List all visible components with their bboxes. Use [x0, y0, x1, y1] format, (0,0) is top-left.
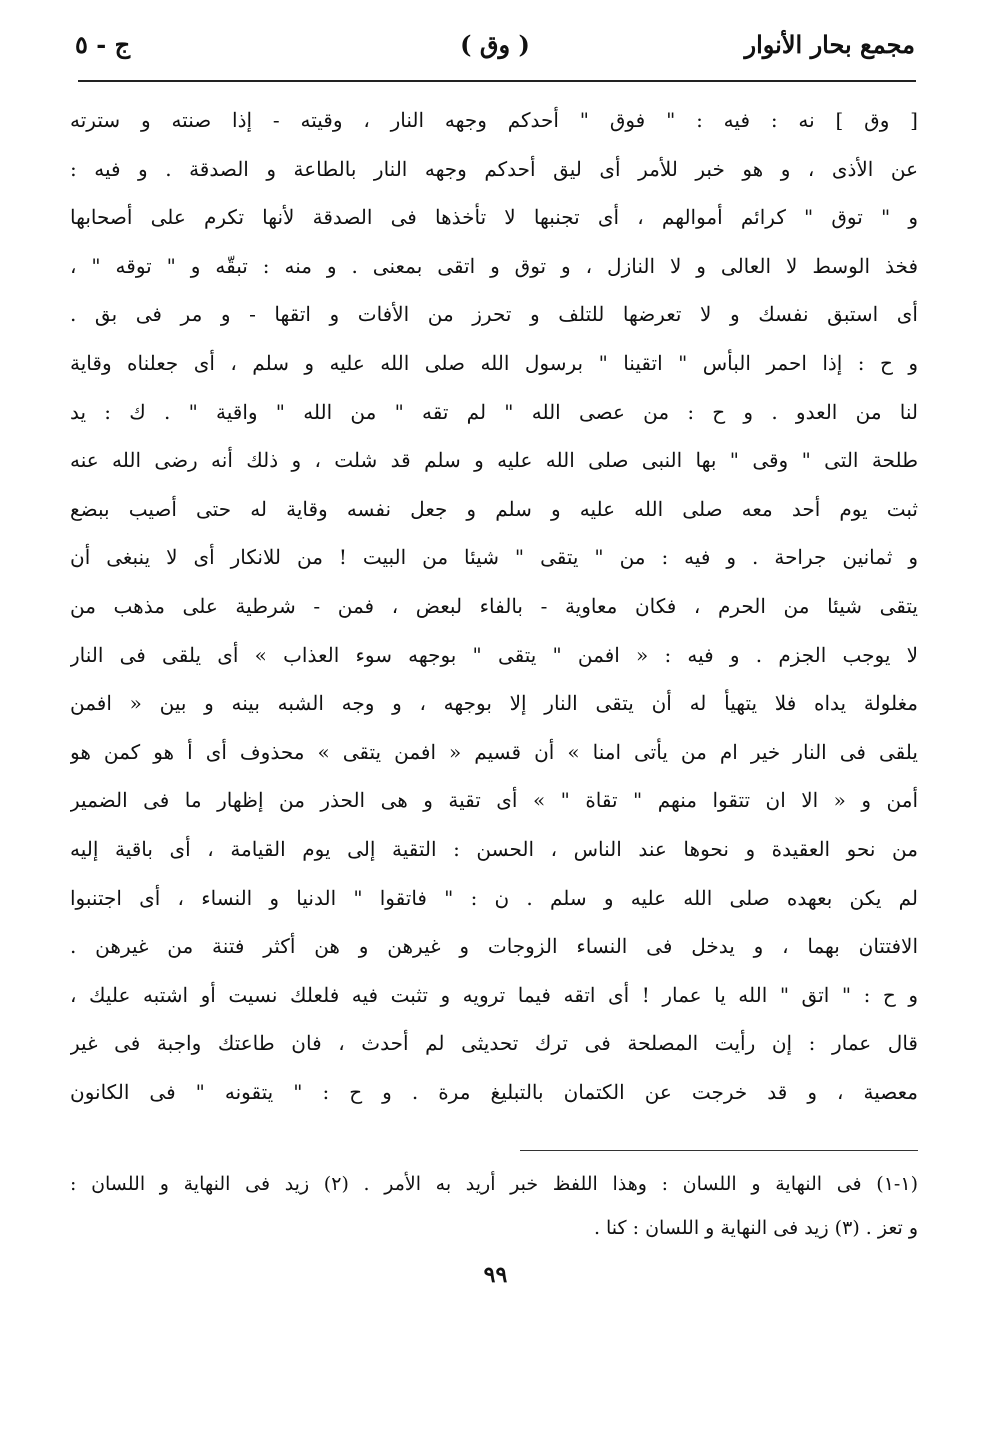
text-line: و " توق " كرائم أموالهم ، أى تجنبها لا تأخذها فى الصدقة لأنها تكرم على أصحابها	[70, 205, 918, 230]
text-line: لم يكن بعهده صلى الله عليه و سلم . ن : " فاتقوا " الدنيا و النساء ، أى اجتنبوا	[70, 885, 918, 910]
main-text	[70, 96, 918, 1116]
text-line: و ثمانين جراحة . و فيه : من " يتقى " شيئا من البيت ! من للانكار أى لا ينبغى أن	[70, 545, 918, 570]
header-divider	[78, 80, 916, 82]
text-line: لا يوجب الجزم . و فيه : « افمن " يتقى " بوجهه سوء العذاب » أى يلقى فى النار	[70, 642, 918, 667]
page-number: ٩٩	[483, 1262, 508, 1288]
footnote-line: (١-١) فى النهاية و اللسان : وهذا اللفظ خبر أريد به الأمر . (٢) زيد فى النهاية و اللسان :	[70, 1173, 918, 1195]
page-header	[75, 30, 915, 70]
text-line: طلحة التى " وقى " بها النبى صلى الله عليه و سلم قد شلت ، و ذلك أنه رضى الله عنه	[70, 448, 918, 473]
text-line: و ح : " اتق " الله يا عمار ! أى اتقه فيما ترويه و تثبت فيه فلعلك نسيت أو اشتبه عليك ،	[70, 982, 918, 1007]
text-line: معصية ، و قد خرجت عن الكتمان بالتبليغ مرة . و ح : " يتقونه " فى الكانون	[70, 1079, 918, 1104]
volume-label: ج - ٥	[75, 30, 131, 59]
text-line: أمن و « الا ان تتقوا منهم " تقاة " » أى تقية و هى الحذر من إظهار ما فى الضمير	[70, 788, 918, 813]
entry-key: ( وق )	[460, 30, 530, 59]
footnote-line: و تعز . (٣) زيد فى النهاية و اللسان : كنا .	[593, 1217, 918, 1239]
text-line: لنا من العدو . و ح : من عصى الله " لم تقه " من الله " واقية " . ك : يد	[70, 399, 918, 424]
book-title: مجمع بحار الأنوار	[744, 30, 915, 59]
text-line: مغلولة يداه فلا يتهيأ له أن يتقى النار إلا بوجهه ، و وجه الشبه بينه و بين « افمن	[70, 691, 918, 716]
text-line: أى استبق نفسك و لا تعرضها للتلف و تحرز من الأفات و اتقها - و مر فى بق .	[70, 302, 918, 327]
text-line: يتقى شيئا من الحرم ، فكان معاوية - بالفاء لبعض ، فمن - شرطية على مذهب من	[70, 593, 918, 618]
text-line: عن الأذى ، و هو خبر للأمر أى ليق أحدكم وجهه النار بالطاعة و الصدقة . و فيه :	[70, 156, 918, 181]
text-line: فخذ الوسط لا العالى و لا النازل ، و توق و اتقى بمعنى . و منه : تبقّه و " توقه " ،	[70, 253, 918, 278]
text-line: يلقى فى النار خير ام من يأتى امنا » أن قسيم « افمن يتقى » محذوف أى أ هو كمن هو	[70, 739, 918, 764]
text-line: من نحو العقيدة و نحوها عند الناس ، الحسن : التقية إلى يوم القيامة ، أى باقية إليه	[70, 836, 918, 861]
text-line: الافتتان بهما ، و يدخل فى النساء الزوجات و غيرهن و هن أكثر فتنة من غيرهن .	[70, 934, 918, 959]
text-line: ثبت يوم أحد معه صلى الله عليه و سلم و جعل نفسه وقاية له حتى أصيب ببضع	[70, 496, 918, 521]
text-line: [ وق ] نه : فيه : " فوق " أحدكم وجهه النار ، وقيته - إذا صنته و سترته	[70, 108, 918, 132]
text-line: و ح : إذا احمر البأس " اتقينا " برسول الله صلى الله عليه و سلم ، أى جعلناه وقاية	[70, 350, 918, 375]
footnote-divider	[520, 1150, 918, 1151]
footnotes	[70, 1162, 918, 1250]
text-line: قال عمار : إن رأيت المصلحة فى ترك تحديثى لم أحدث ، فان طاعتك واجبة فى غير	[70, 1031, 918, 1056]
